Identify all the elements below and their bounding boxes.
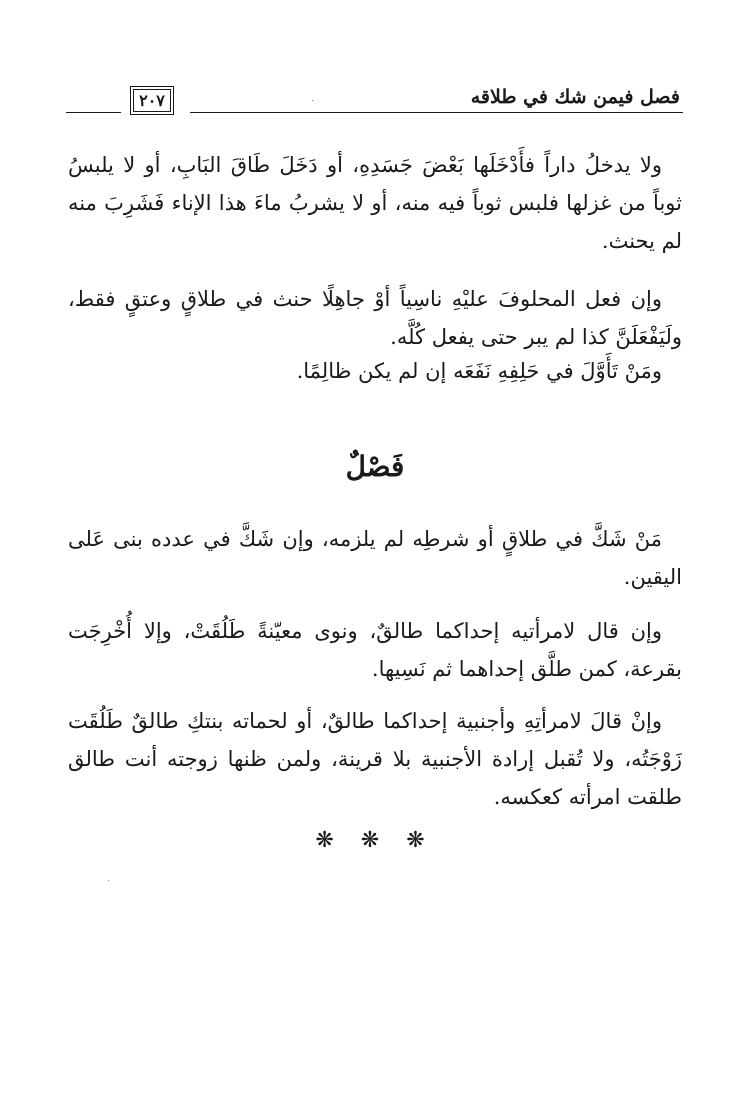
page-number: ٢٠٧: [130, 86, 174, 115]
paragraph-6: وإنْ قالَ لامرأتِهِ وأجنبية إحداكما طالقٌ، أو لحماته بنتكِ طالقٌ طَلُقَت زَوْجَتُه، ولا تُقبل إرادة الأجنبية بلا قرينة، ولمن ظنها زوجته أنت طالق طلقت امرأته كعكسه.: [68, 709, 682, 809]
section-separator: ❋ ❋ ❋: [315, 828, 435, 853]
paragraph-3: ومَنْ تَأَوَّلَ في حَلِفِهِ نَفَعَه إن لم يكن ظالِمًا.: [296, 359, 662, 383]
paragraph-4: مَنْ شَكَّ في طلاقٍ أو شرطِه لم يلزمه، وإن شَكَّ في عدده بنى عَلى اليقين.: [68, 527, 682, 589]
paragraph-5: وإن قال لامرأتيه إحداكما طالقٌ، ونوى معيّنةً طَلُقَتْ، وإلا أُخْرِجَت بقرعة، كمن طلَّق إحداهما ثم نَسِيها.: [68, 619, 682, 681]
running-header-title: فصل فيمن شك في طلاقه: [470, 86, 680, 108]
scan-speck: [312, 100, 313, 101]
paragraph-2: وإن فعل المحلوفَ عليْهِ ناسِياً أوْ جاهِلًا حنث في طلاقٍ وعتقٍ فقط، ولَيَفْعَلَنَّ كذا لم يبر حتى يفعل كُلَّه.: [68, 287, 682, 349]
scan-speck: [108, 880, 109, 881]
header-rule-left: [66, 112, 121, 113]
paragraph-1: ولا يدخلُ داراً فأَدْخَلَها بَعْضَ جَسَدِهِ، أو دَخَلَ طَاقَ البَابِ، أو لا يلبسُ ثوباً من غزلها فلبس ثوباً فيه منه، أو لا يشربُ ماءَ هذا الإناء فَشَرِبَ منه لم يحنث.: [68, 153, 682, 253]
section-heading: فَصْلٌ: [345, 450, 405, 483]
header-rule-right: [190, 112, 683, 113]
